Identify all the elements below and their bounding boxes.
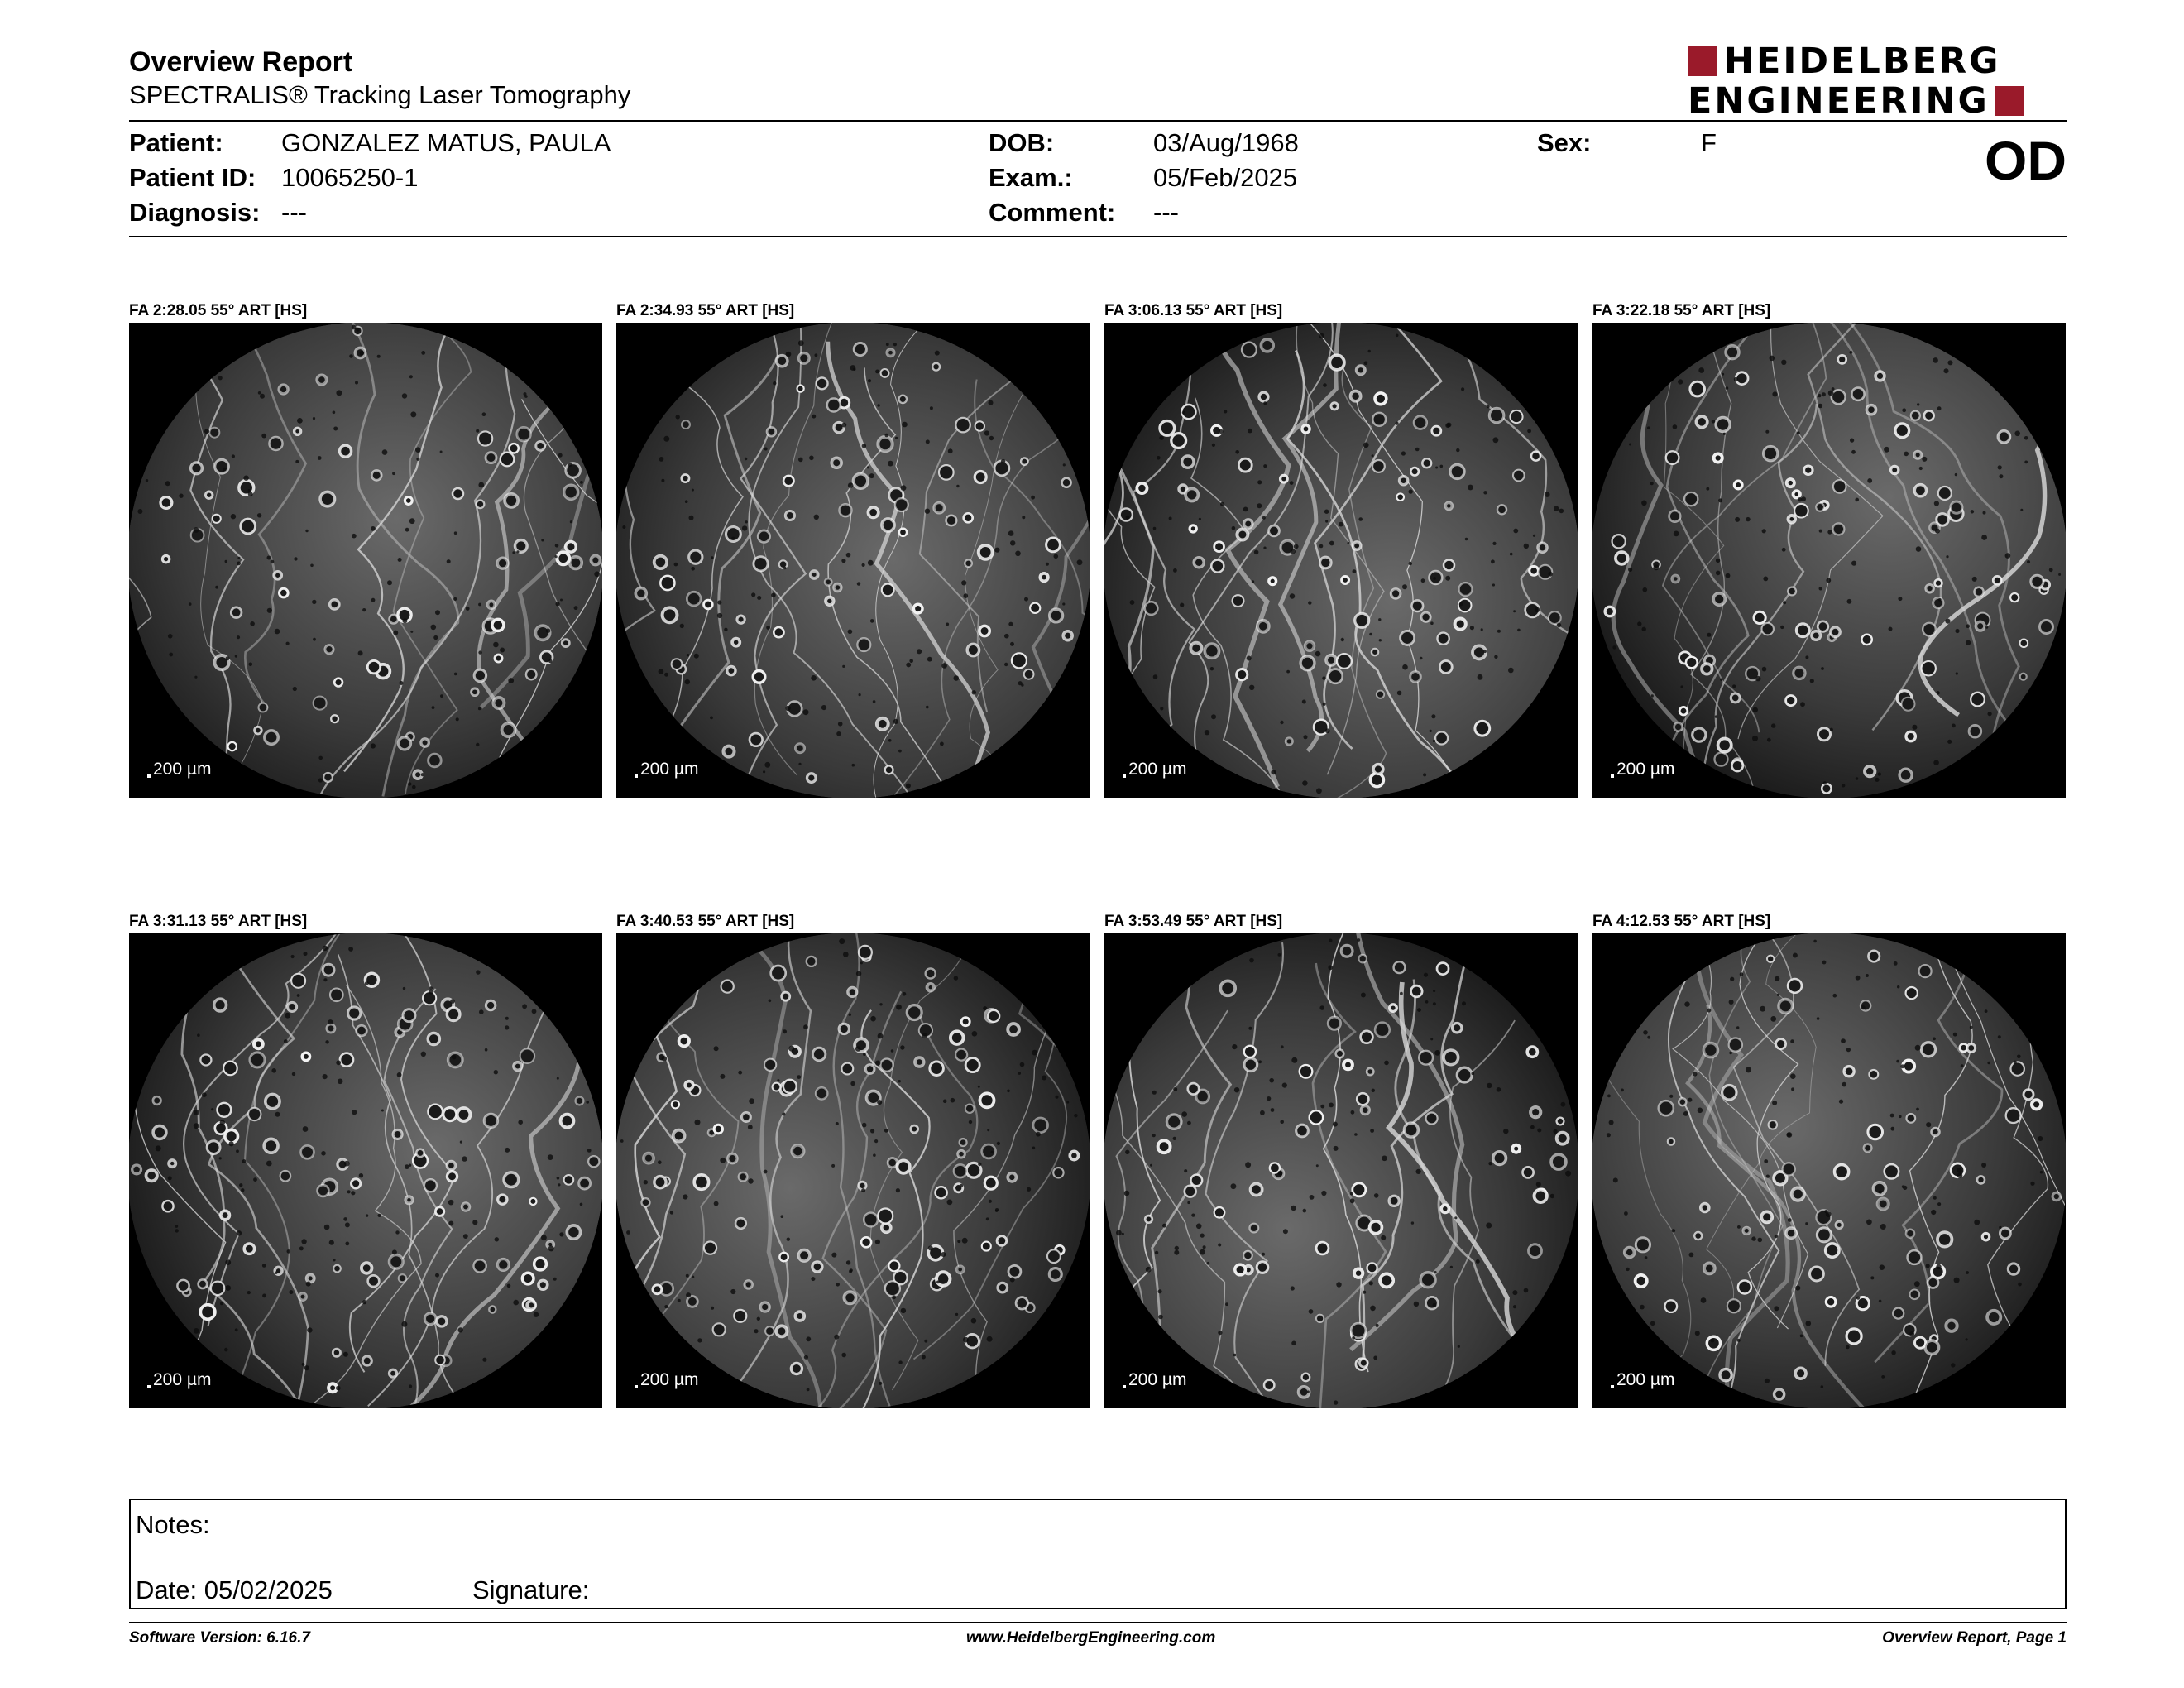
scale-label: 200 µm xyxy=(153,760,212,779)
logo-line-1: HEIDELBERG xyxy=(1724,41,2001,82)
diagnosis-value: --- xyxy=(281,198,307,227)
footer-rule xyxy=(129,1622,2067,1623)
diagnosis-label: Diagnosis: xyxy=(129,198,261,227)
fundus-angiogram xyxy=(616,323,1090,798)
scale-label: 200 µm xyxy=(640,1370,699,1389)
eye-indicator: OD xyxy=(1985,130,2067,191)
notes-box[interactable] xyxy=(129,1499,2067,1609)
comment-value: --- xyxy=(1153,198,1179,227)
exam-label: Exam.: xyxy=(989,163,1073,192)
comment-label: Comment: xyxy=(989,198,1116,227)
patient-label: Patient: xyxy=(129,128,223,157)
scale-bar xyxy=(147,1370,211,1390)
exam-value: 05/Feb/2025 xyxy=(1153,163,1298,192)
report-subtitle: SPECTRALIS® Tracking Laser Tomography xyxy=(129,80,631,109)
logo-square-icon xyxy=(1688,46,1717,76)
fundus-angiogram xyxy=(1592,933,2066,1408)
logo-line-2: ENGINEERING xyxy=(1688,80,1990,122)
scale-bar xyxy=(1611,1370,1674,1390)
scale-bar xyxy=(147,760,211,779)
fundus-angiogram xyxy=(1104,323,1578,798)
sex-value: F xyxy=(1701,128,1717,157)
fundus-image[interactable] xyxy=(129,323,602,798)
fundus-angiogram xyxy=(616,933,1090,1408)
header-rule xyxy=(129,120,2067,122)
scale-bar xyxy=(635,1370,698,1390)
scale-label: 200 µm xyxy=(1128,1370,1187,1389)
fundus-angiogram xyxy=(129,323,602,798)
fundus-image[interactable] xyxy=(1592,933,2066,1408)
fundus-image[interactable] xyxy=(616,933,1090,1408)
fundus-image[interactable] xyxy=(1592,323,2066,798)
heidelberg-logo xyxy=(1688,41,2068,122)
scale-label: 200 µm xyxy=(1128,760,1187,779)
notes-label: Notes: xyxy=(136,1510,210,1539)
logo-square-icon xyxy=(1995,86,2024,116)
fundus-angiogram xyxy=(129,933,602,1408)
scale-bar xyxy=(1123,760,1186,779)
image-caption: FA 2:28.05 55° ART [HS] xyxy=(129,302,308,319)
fundus-image[interactable] xyxy=(1104,933,1578,1408)
software-version: Software Version: 6.16.7 xyxy=(129,1629,310,1647)
scale-bar xyxy=(635,760,698,779)
patient-id-label: Patient ID: xyxy=(129,163,256,192)
image-caption: FA 3:40.53 55° ART [HS] xyxy=(616,913,795,930)
sex-label: Sex: xyxy=(1537,128,1592,157)
fundus-image[interactable] xyxy=(129,933,602,1408)
image-caption: FA 3:31.13 55° ART [HS] xyxy=(129,913,308,930)
scale-label: 200 µm xyxy=(1616,760,1675,779)
patient-name: GONZALEZ MATUS, PAULA xyxy=(281,128,611,157)
fundus-image[interactable] xyxy=(616,323,1090,798)
image-caption: FA 2:34.93 55° ART [HS] xyxy=(616,302,795,319)
image-caption: FA 4:12.53 55° ART [HS] xyxy=(1592,913,1771,930)
report-title: Overview Report xyxy=(129,46,353,78)
image-caption: FA 3:06.13 55° ART [HS] xyxy=(1104,302,1283,319)
patient-id-value: 10065250-1 xyxy=(281,163,419,192)
signature-label: Signature: xyxy=(472,1575,590,1604)
scale-label: 200 µm xyxy=(1616,1370,1675,1389)
date-label: Date: 05/02/2025 xyxy=(136,1575,333,1604)
scale-label: 200 µm xyxy=(640,760,699,779)
image-caption: FA 3:22.18 55° ART [HS] xyxy=(1592,302,1771,319)
fundus-angiogram xyxy=(1592,323,2066,798)
scale-bar xyxy=(1611,760,1674,779)
fundus-angiogram xyxy=(1104,933,1578,1408)
dob-label: DOB: xyxy=(989,128,1055,157)
dob-value: 03/Aug/1968 xyxy=(1153,128,1299,157)
patient-rule xyxy=(129,236,2067,237)
scale-label: 200 µm xyxy=(153,1370,212,1389)
scale-bar xyxy=(1123,1370,1186,1390)
image-caption: FA 3:53.49 55° ART [HS] xyxy=(1104,913,1283,930)
fundus-image[interactable] xyxy=(1104,323,1578,798)
page-number: Overview Report, Page 1 xyxy=(1882,1629,2067,1647)
website-link[interactable]: www.HeidelbergEngineering.com xyxy=(966,1629,1216,1647)
